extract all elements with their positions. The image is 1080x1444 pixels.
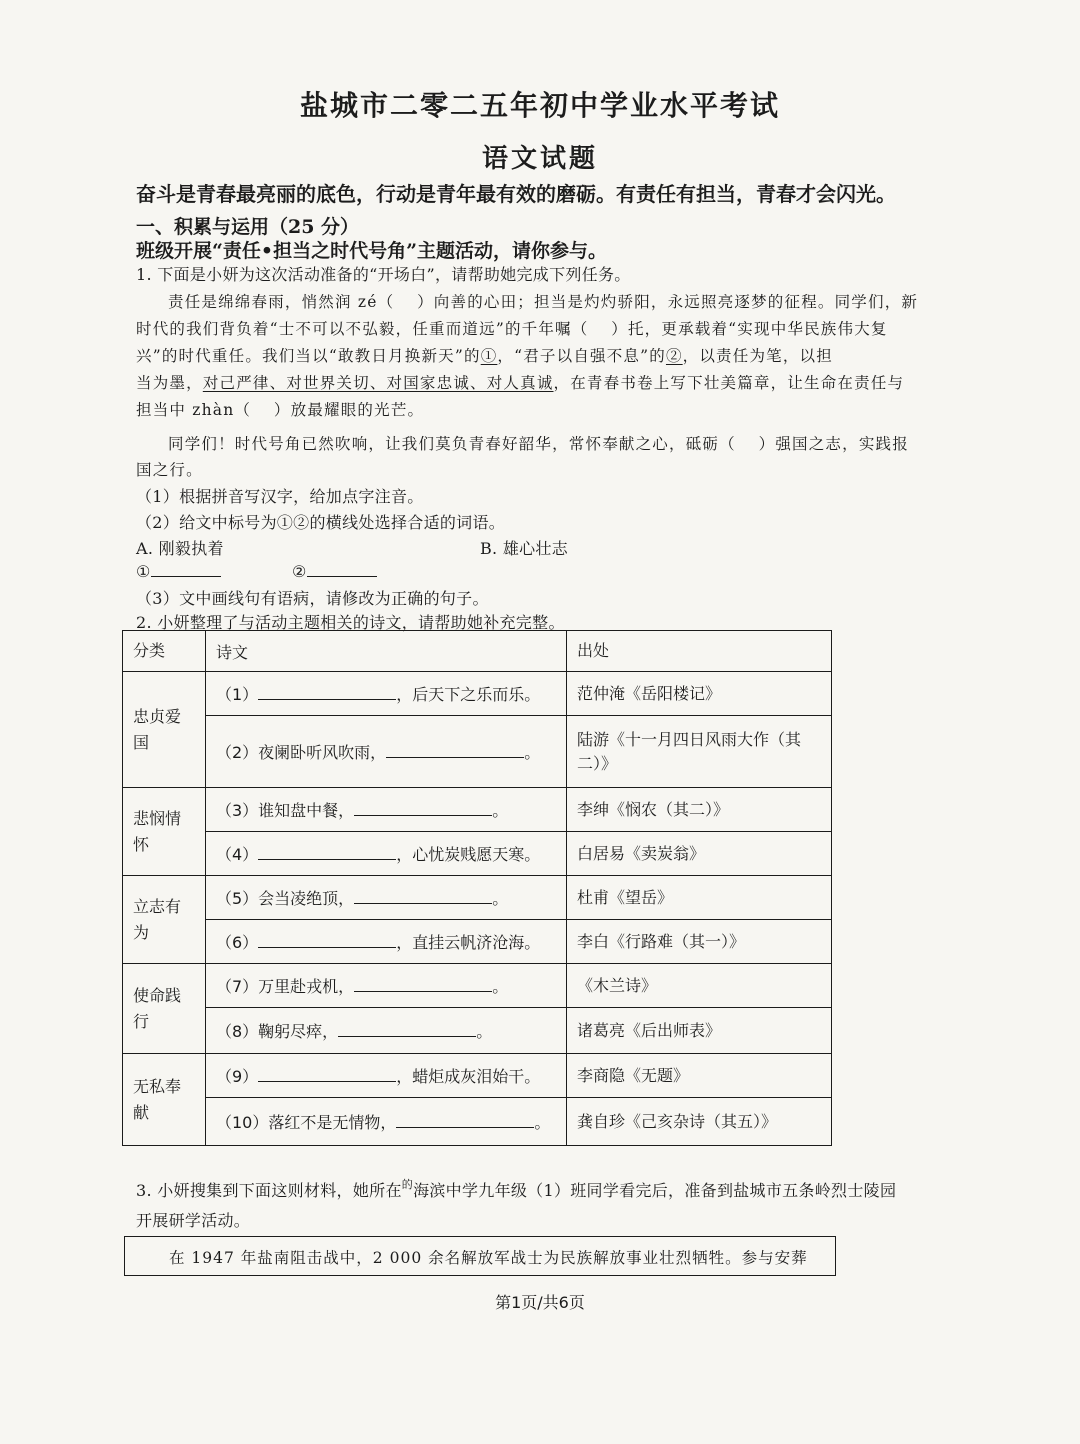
poem-cell xyxy=(206,1098,567,1146)
poem-suffix: ，蜡炬成灰泪始干。 xyxy=(396,1067,541,1086)
table-header-row xyxy=(123,631,832,672)
fill-blank[interactable] xyxy=(338,1022,476,1037)
poem-cell xyxy=(206,1054,567,1098)
poem-cell xyxy=(206,832,567,876)
fill-blank[interactable] xyxy=(258,933,396,948)
option-a: A. 刚毅执着 xyxy=(136,539,224,558)
blank-marker-2: ② xyxy=(665,347,683,365)
source-cell: 陆游《十一月四日风雨大作（其二）》 xyxy=(567,716,832,788)
page-number: 第1页/共6页 xyxy=(495,1293,585,1312)
activity-theme: 班级开展“责任•担当之时代号角”主题活动，请你参与。 xyxy=(136,240,608,262)
task-1: （1）根据拼音写汉字，给加点字注音。 xyxy=(136,487,424,506)
table-row xyxy=(123,920,832,964)
table-row xyxy=(123,1098,832,1146)
passage-text: ，在青春书卷上写下壮美篇章，让生命在责任与 xyxy=(553,374,905,392)
table-row xyxy=(123,964,832,1008)
table-row xyxy=(123,1008,832,1054)
passage-text: 当为墨， xyxy=(136,374,203,392)
option-b: B. 雄心壮志 xyxy=(480,539,569,558)
poem-suffix: 。 xyxy=(492,889,509,908)
poem-suffix: ，直挂云帆济沧海。 xyxy=(396,933,541,952)
table-row xyxy=(123,1054,832,1098)
table-row xyxy=(123,876,832,920)
motto: 奋斗是青春最亮丽的底色，行动是青年最有效的磨砺。有责任有担当，青春才会闪光。 xyxy=(136,182,896,206)
poem-suffix: ，心忧炭贱愿天寒。 xyxy=(396,845,541,864)
question-2-stem: 2. 小妍整理了与活动主题相关的诗文，请帮助她补充完整。 xyxy=(136,613,565,632)
poem-suffix: 。 xyxy=(492,801,509,820)
question-1-stem: 1. 下面是小妍为这次活动准备的“开场白”，请帮助她完成下列任务。 xyxy=(136,265,631,284)
poem-suffix: 。 xyxy=(534,1113,551,1132)
table-row xyxy=(123,716,832,788)
table-row xyxy=(123,788,832,832)
source-cell: 李绅《悯农（其二）》 xyxy=(567,788,832,832)
passage-text: 兴”的时代重任。我们当以“敢教日月换新天”的 xyxy=(136,347,481,365)
fill-blank[interactable] xyxy=(258,1067,396,1082)
poem-prefix: （2）夜阑卧听风吹雨， xyxy=(216,743,387,762)
category-cell: 立志有为 xyxy=(123,876,206,964)
poem-cell xyxy=(206,672,567,716)
poem-prefix: （5）会当凌绝顶， xyxy=(216,889,355,908)
page-subtitle: 语文试题 xyxy=(481,144,598,174)
fill-blank[interactable] xyxy=(354,977,492,992)
poem-suffix: ，后天下之乐而乐。 xyxy=(396,685,541,704)
material-box xyxy=(124,1236,836,1276)
source-cell: 李白《行路难（其一）》 xyxy=(567,920,832,964)
page-title: 盐城市二零二五年初中学业水平考试 xyxy=(299,89,780,122)
category-cell: 使命践行 xyxy=(123,964,206,1054)
fill-blank[interactable] xyxy=(258,685,396,700)
fill-blank[interactable] xyxy=(354,889,492,904)
poem-prefix: （10）落红不是无情物， xyxy=(216,1113,397,1132)
inserted-char: 的 xyxy=(401,1178,414,1191)
poem-cell xyxy=(206,876,567,920)
fill-blank[interactable] xyxy=(386,743,524,758)
passage-line: 国之行。 xyxy=(136,461,203,479)
poem-cell xyxy=(206,1008,567,1054)
source-cell: 杜甫《望岳》 xyxy=(567,876,832,920)
question-3-stem xyxy=(136,1178,896,1201)
poem-prefix: （4） xyxy=(216,845,259,864)
source-cell: 诸葛亮《后出师表》 xyxy=(567,1008,832,1054)
header-category: 分类 xyxy=(123,631,206,672)
source-cell: 《木兰诗》 xyxy=(567,964,832,1008)
material-text: 在 1947 年盐南阻击战中，2 000 余名解放军战士为民族解放事业壮烈牺牲。参与安葬 xyxy=(169,1249,808,1267)
poem-cell xyxy=(206,716,567,788)
poem-prefix: （9） xyxy=(216,1067,259,1086)
underlined-sentence: 对己严律、对世界关切、对国家忠诚、对人真诚 xyxy=(202,374,554,392)
question-3-stem-cont: 开展研学活动。 xyxy=(136,1211,251,1230)
category-cell: 悲悯情怀 xyxy=(123,788,206,876)
poem-suffix: 。 xyxy=(524,743,541,762)
poem-suffix: 。 xyxy=(476,1022,493,1041)
task-3: （3）文中画线句有语病，请修改为正确的句子。 xyxy=(136,589,489,608)
poem-cell xyxy=(206,920,567,964)
fill-blank[interactable] xyxy=(396,1113,534,1128)
passage-text: ，“君子以自强不息”的 xyxy=(497,347,666,365)
fill-blank[interactable] xyxy=(354,801,492,816)
category-cell: 忠贞爱国 xyxy=(123,672,206,788)
poem-table xyxy=(122,630,832,1146)
poem-prefix: （3）谁知盘中餐， xyxy=(216,801,355,820)
header-source: 出处 xyxy=(567,631,832,672)
passage-text: ，以责任为笔，以担 xyxy=(682,347,833,365)
poem-prefix: （7）万里赴戎机， xyxy=(216,977,355,996)
passage-line xyxy=(136,344,833,366)
poem-prefix: （1） xyxy=(216,685,259,704)
answer-blank-2[interactable] xyxy=(292,562,377,581)
blank-marker-1: ① xyxy=(480,347,498,365)
fill-blank[interactable] xyxy=(258,845,396,860)
question-3-text: 海滨中学九年级（1）班同学看完后，准备到盐城市五条岭烈士陵园 xyxy=(413,1181,897,1200)
passage-line: 同学们！时代号角已然吹响，让我们莫负青春好韶华，常怀奉献之心，砥砺（ ）强国之志，实践报 xyxy=(168,435,909,453)
task-2: （2）给文中标号为①②的横线处选择合适的词语。 xyxy=(136,513,506,532)
poem-prefix: （8）鞠躬尽瘁， xyxy=(216,1022,339,1041)
passage-line xyxy=(136,371,904,393)
answer-line-1 xyxy=(151,576,221,577)
passage-line: 责任是绵绵春雨，悄然润 zé（ ）向善的心田；担当是灼灼骄阳，永远照亮逐梦的征程。同学们，新 xyxy=(168,293,919,311)
section-heading: 一、积累与运用（25 分） xyxy=(136,216,360,238)
poem-suffix: 。 xyxy=(492,977,509,996)
header-poem: 诗文 xyxy=(206,631,567,672)
source-cell: 范仲淹《岳阳楼记》 xyxy=(567,672,832,716)
source-cell: 李商隐《无题》 xyxy=(567,1054,832,1098)
question-3-text: 3. 小妍搜集到下面这则材料，她所在 xyxy=(136,1181,402,1200)
source-cell: 龚自珍《己亥杂诗（其五）》 xyxy=(567,1098,832,1146)
passage-line: 担当中 zhàn（ ）放最耀眼的光芒。 xyxy=(136,401,425,419)
answer-blank-1[interactable] xyxy=(136,562,221,581)
poem-cell xyxy=(206,788,567,832)
category-cell: 无私奉献 xyxy=(123,1054,206,1146)
poem-cell xyxy=(206,964,567,1008)
source-cell: 白居易《卖炭翁》 xyxy=(567,832,832,876)
passage-line: 时代的我们背负着“士不可以不弘毅，任重而道远”的千年嘱（ ）托，更承载着“实现中华民族伟大复 xyxy=(136,320,888,338)
poem-prefix: （6） xyxy=(216,933,259,952)
answer-label-1: ① xyxy=(136,562,151,581)
table-row xyxy=(123,672,832,716)
answer-label-2: ② xyxy=(292,562,307,581)
table-row xyxy=(123,832,832,876)
answer-line-2 xyxy=(307,576,377,577)
